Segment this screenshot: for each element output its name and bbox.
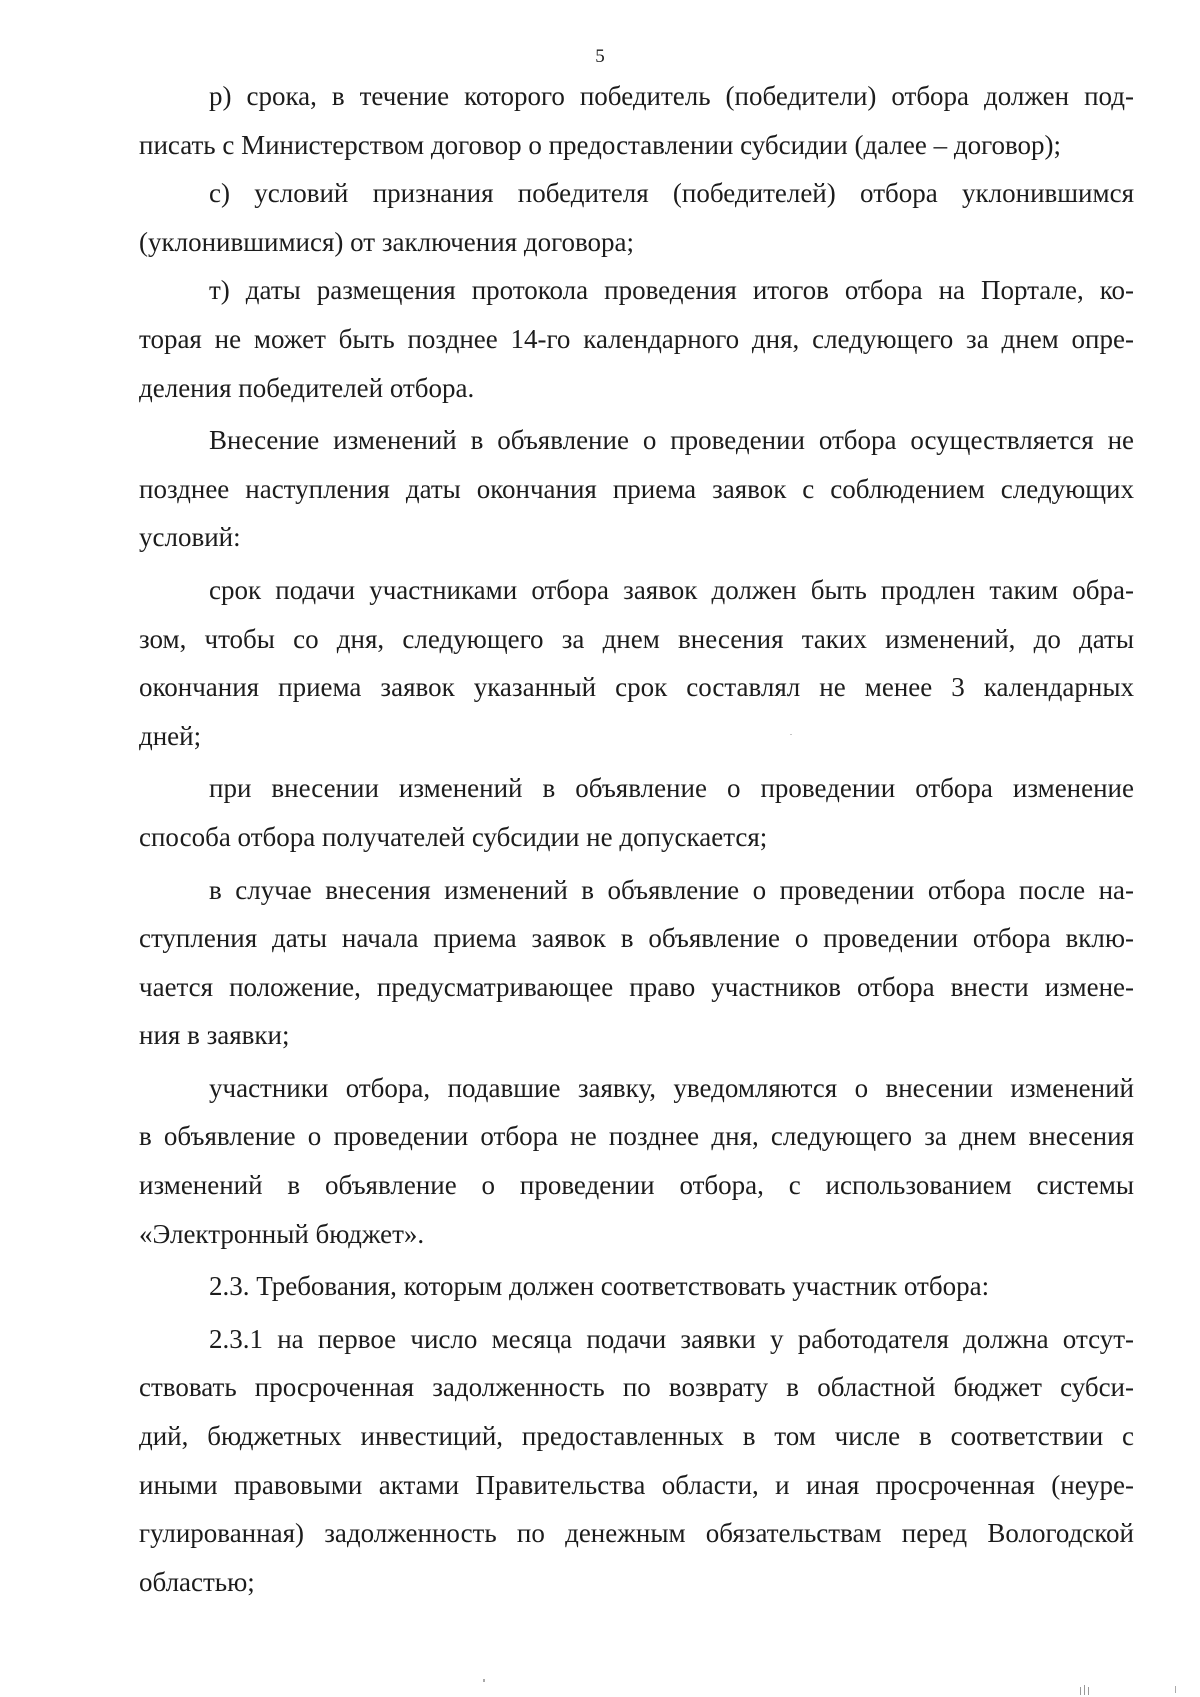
page-number: 5 — [595, 46, 605, 67]
text-line: (уклонившимися) от заключения договора; — [139, 226, 635, 257]
text-line: т) даты размещения протокола проведения итогов отбора на Портале, ко- — [209, 275, 1134, 306]
scan-artifact — [1084, 1685, 1085, 1695]
text-line: торая не может быть позднее 14-го календарного дня, следующего за днем опре- — [139, 323, 1134, 354]
text-line: в объявление о проведении отбора не позднее дня, следующего за днем внесения — [139, 1121, 1134, 1152]
text-line: чается положение, предусматривающее право участников отбора внести измене- — [139, 971, 1134, 1002]
text-line: позднее наступления даты окончания приема заявок с соблюдением следующих — [139, 473, 1134, 504]
paragraph-amendments — [139, 416, 1134, 562]
scan-artifact — [790, 734, 792, 735]
text-line: дней; — [139, 720, 202, 751]
scan-artifact — [483, 1679, 485, 1682]
text-line: иными правовыми актами Правительства области, и иная просроченная (неуре- — [139, 1469, 1134, 1500]
scan-artifact — [1080, 1687, 1081, 1695]
paragraph-section-2-3-1 — [139, 1315, 1134, 1607]
text-line: с) условий признания победителя (победителей) отбора уклонившимся — [209, 178, 1134, 209]
paragraph-r — [139, 72, 1134, 169]
text-line: при внесении изменений в объявление о проведении отбора изменение — [209, 773, 1134, 804]
text-line: Внесение изменений в объявление о проведении отбора осуществляется не — [209, 425, 1134, 456]
text-line: ствовать просроченная задолженность по возврату в областной бюджет субси- — [139, 1372, 1134, 1403]
text-line: ступления даты начала приема заявок в объявление о проведении отбора вклю- — [139, 923, 1134, 954]
text-line: 2.3. Требования, которым должен соответствовать участник отбора: — [209, 1271, 990, 1302]
paragraph-after-start — [139, 866, 1134, 1060]
text-line: способа отбора получателей субсидии не допускается; — [139, 821, 768, 852]
paragraph-method-change — [139, 764, 1134, 861]
text-line: деления победителей отбора. — [139, 372, 475, 403]
text-line: изменений в объявление о проведении отбора, с использованием системы — [139, 1170, 1134, 1201]
paragraph-notification — [139, 1064, 1134, 1258]
paragraph-deadline-extension — [139, 566, 1134, 760]
paragraph-t — [139, 266, 1134, 412]
text-line: «Электронный бюджет». — [139, 1218, 425, 1249]
text-line: в случае внесения изменений в объявление о проведении отбора после на- — [209, 874, 1134, 905]
text-line: участники отбора, подавшие заявку, уведомляются о внесении изменений — [209, 1072, 1134, 1103]
scan-artifact — [1088, 1687, 1089, 1695]
text-line: писать с Министерством договор о предоставлении субсидии (далее – договор); — [139, 129, 1062, 160]
text-line: областью; — [139, 1566, 255, 1597]
paragraph-section-2-3 — [139, 1262, 1134, 1311]
text-line: 2.3.1 на первое число месяца подачи заявки у работодателя должна отсут- — [209, 1323, 1134, 1354]
scan-artifact — [1175, 1686, 1176, 1693]
text-line: условий: — [139, 522, 241, 553]
text-line: окончания приема заявок указанный срок составлял не менее 3 календарных — [139, 672, 1134, 703]
text-line: дий, бюджетных инвестиций, предоставленных в том числе в соответствии с — [139, 1421, 1134, 1452]
text-line: гулированная) задолженность по денежным обязательствам перед Вологодской — [139, 1518, 1134, 1549]
document-body — [139, 72, 1134, 1606]
text-line: ния в заявки; — [139, 1020, 290, 1051]
text-line: срок подачи участниками отбора заявок должен быть продлен таким обра- — [209, 574, 1134, 605]
text-line: р) срока, в течение которого победитель (победители) отбора должен под- — [209, 81, 1134, 111]
paragraph-s — [139, 169, 1134, 266]
text-line: зом, чтобы со дня, следующего за днем внесения таких изменений, до даты — [139, 623, 1134, 654]
